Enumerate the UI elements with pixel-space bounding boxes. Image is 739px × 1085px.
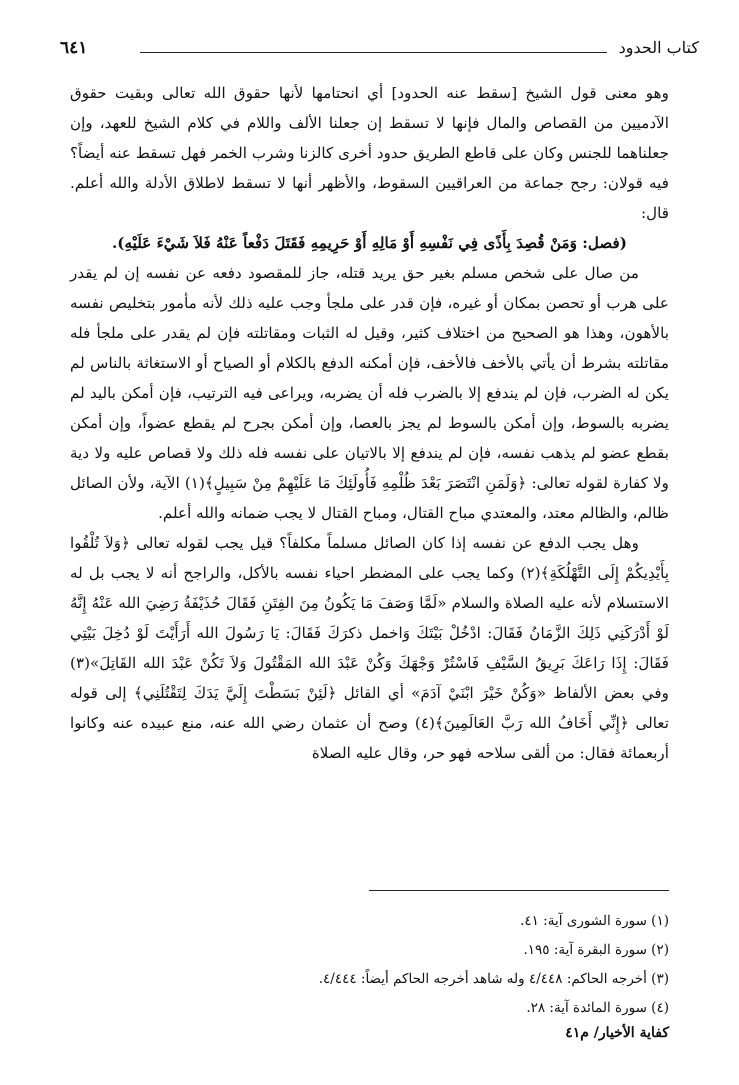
page-header	[40, 38, 699, 62]
signature-mark: كفاية الأخيار/ م٤١	[565, 1025, 669, 1041]
footnote-3: (٣) أخرجه الحاكم: ٤/٤٤٨ وله شاهد أخرجه الحاكم أيضاً: ٤/٤٤٤.	[318, 971, 669, 987]
paragraph-1: وهو معنى قول الشيخ [سقط عنه الحدود] أي انحتامها لأنها حقوق الله تعالى وبقيت حقوق الآدميين من القصاص والمال فإنها لا تسقط إن جعلنا الألف واللام في كلام الشيخ للعهد، وإن جعلناهما للجنس وكان على قاطع الطريق حدود أخرى كالزنا وشرب الخمر فهل تسقط عنه أيضاً؟ فيه قولان: رجح جماعة من العراقيين السقوط، والأظهر أنها لا تسقط لاطلاق الأدلة والله أعلم. قال:	[70, 84, 669, 222]
page-number: ٦٤١	[60, 38, 88, 58]
header-rule	[140, 52, 607, 53]
footnote-1: (١) سورة الشورى آية: ٤١.	[520, 913, 669, 929]
section-heading: (فصل: وَمَنْ قُصِدَ بِأَذًى فِي نَفْسِهِ أَوْ مَالِهِ أَوْ حَرِيمِهِ فَقَتَلَ دَفْعاً عَنْهُ فَلاَ شَيْءَ عَلَيْهِ).	[112, 234, 627, 252]
body-text	[70, 78, 669, 768]
paragraph-2: من صال على شخص مسلم بغير حق يريد قتله، جاز للمقصود دفعه عن نفسه إن لم يقدر على هرب أو تحصن بمكان أو غيره، فإن قدر على ملجأ وجب عليه ذلك لأنه مأمور بتخليص نفسه بالأهون، وهذا هو الصحيح من اختلاف كثير، وقيل له الثبات ومقاتلته فإن لم يقدر على ملجأ فله مقاتلته بشرط أن يأتي بالأخف فالأخف، فإن أمكنه الدفع بالكلام أو الصياح أو الاستغاثة بالناس لم يكن له الضرب، فإن لم يندفع إلا بالضرب فله أن يضربه، ويراعى فيه الترتيب، فإن أمكن باليد لم يضربه بالسوط، وإن أمكن بالسوط لم يجز بالعصا، وإن أمكن بجرح لم يقطع عضواً، وإن أمكن بقطع عضو لم يذهب نفسه، فإن لم يندفع إلا بالاتيان على نفسه فله ذلك ولا قصاص عليه ولا دية ولا كفارة لقوله تعالى: ﴿وَلَمَنِ انْتَصَرَ بَعْدَ ظُلْمِهِ فَأُولَئِكَ مَا عَلَيْهِمْ مِنْ سَبِيلٍ﴾(١) الآية، ولأن الصائل ظالم، والظالم معتد، والمعتدي مباح القتال، ومباح القتال لا يجب ضمانه والله أعلم.	[70, 264, 669, 522]
footnote-4: (٤) سورة المائدة آية: ٢٨.	[526, 1000, 669, 1016]
running-title: كتاب الحدود	[618, 38, 699, 57]
footnote-2: (٢) سورة البقرة آية: ١٩٥.	[523, 942, 669, 958]
footnote-rule	[369, 890, 669, 891]
footnotes	[70, 907, 669, 1023]
paragraph-3: وهل يجب الدفع عن نفسه إذا كان الصائل مسلماً مكلفاً؟ قيل يجب لقوله تعالى ﴿وَلاَ تُلْقُوا بِأَيْدِيكُمْ إِلَى التَّهْلُكَةِ﴾(٢) وكما يجب على المضطر احياء نفسه بالأكل، والراجح أنه لا يجب بل له الاستسلام لأنه عليه الصلاة والسلام «لَمَّا وَصَفَ مَا يَكُونُ مِنَ الفِتَنِ فَقَالَ حُذَيْفَةُ رَضِيَ الله عَنْهُ إِنَّهُ لَوْ أَدْرَكَنِي ذَلِكَ الزَّمَانُ فَقَالَ: ادْخُلْ بَيْتَكَ وَاخمل ذكرَكَ فَقَالَ: يَا رَسُولَ الله أَرَأَيْتَ لَوْ دُخِلَ بَيْتِي فَقَالَ: إِذَا رَاعَكَ بَرِيقُ السَّيْفِ فَاسْتُرْ وَجْهَكَ وَكُنْ عَبْدَ الله المَقْتُولَ وَلاَ تَكُنْ عَبْدَ الله القَاتِلَ»(٣) وفي بعض الألفاظ «وَكُنْ خَيْرَ ابْنَيْ آدَمَ» أي القائل ﴿لَئِنْ بَسَطْتَ إِلَيَّ يَدَكَ لِتَقْتُلَنِي﴾ إلى قوله تعالى ﴿إِنِّي أَخَافُ الله رَبَّ العَالَمِينَ﴾(٤) وصح أن عثمان رضي الله عنه، منع عبيده عنه وكانوا أربعمائة فقال: من ألقى سلاحه فهو حر، وقال عليه الصلاة	[70, 534, 670, 762]
